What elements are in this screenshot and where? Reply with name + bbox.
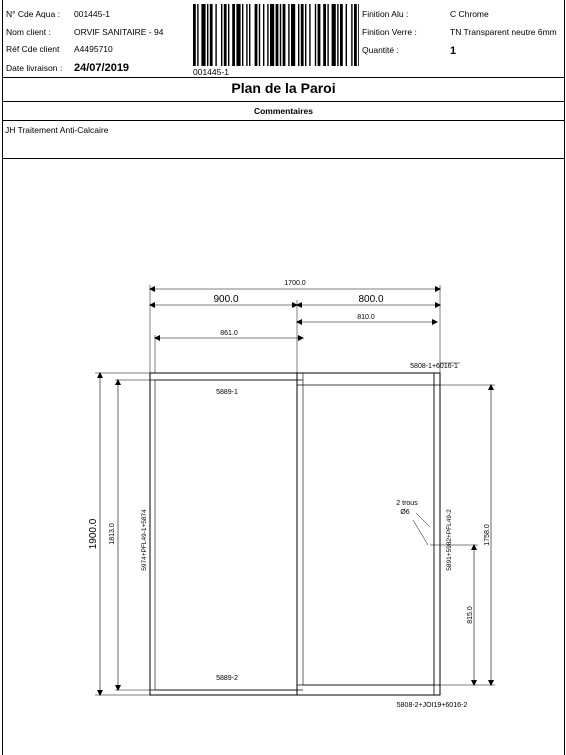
total-height-label: 1900.0 (88, 518, 99, 550)
hole-height-label: 815.0 (467, 606, 474, 624)
holes-label-line2: Ø6 (400, 509, 410, 516)
alu-finish-value: C Chrome (450, 9, 489, 19)
client-ref-value: A4495710 (74, 44, 113, 54)
total-width-label: 1700.0 (284, 280, 306, 287)
client-ref-label: Réf Cde client (6, 44, 60, 54)
barcode-text: 001445-1 (193, 67, 229, 77)
top-right-profile-label: 5808-1+6016-1 (410, 363, 458, 370)
delivery-label: Date livraison : (6, 63, 63, 73)
delivery-date: 24/07/2019 (74, 62, 130, 74)
left-inner-label: 861.0 (220, 330, 238, 337)
left-panel (150, 373, 297, 695)
top-left-profile-label: 5889-1 (216, 389, 238, 396)
order-no-value: 001445-1 (74, 9, 110, 19)
bottom-right-profile-label: 5808-2+JOI19+6016-2 (396, 702, 468, 709)
right-height-label: 1758.0 (484, 524, 491, 546)
right-panel (297, 373, 440, 695)
comment-text: JH Traitement Anti-Calcaire (5, 125, 109, 135)
left-width-label: 900.0 (213, 294, 239, 305)
page-title: Plan de la Paroi (231, 80, 336, 96)
quantity-label: Quantité : (362, 45, 399, 55)
client-value: ORVIF SANITAIRE - 94 (74, 27, 164, 37)
left-profile-label: 5974+PFL49-1+5874 (141, 509, 148, 571)
alu-finish-label: Finition Alu : (362, 9, 409, 19)
quantity-value: 1 (450, 45, 457, 57)
left-height-label: 1813.0 (109, 523, 116, 545)
right-inner-label: 810.0 (357, 314, 375, 321)
comments-header: Commentaires (253, 106, 314, 116)
holes-label-line1: 2 trous (396, 500, 418, 507)
right-profile-label: 5891+5982+PFL49-2 (446, 509, 453, 571)
client-label: Nom client : (6, 27, 51, 37)
glass-finish-value: TN Transparent neutre 6mm (450, 27, 557, 37)
glass-finish-label: Finition Verre : (362, 27, 417, 37)
right-width-label: 800.0 (358, 294, 384, 305)
bottom-left-profile-label: 5889-2 (216, 675, 238, 682)
order-no-label: N° Cde Aqua : (6, 9, 60, 19)
